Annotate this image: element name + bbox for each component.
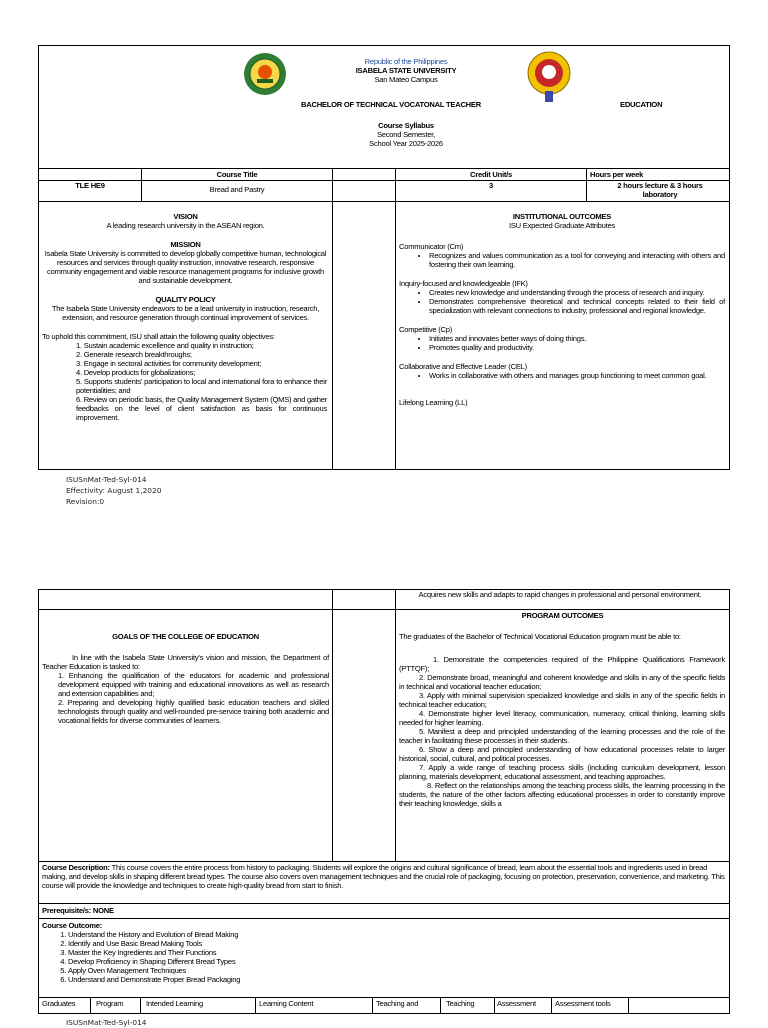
outcome-group-title: Lifelong Learning (LL) xyxy=(399,398,468,407)
col-program: Program xyxy=(96,999,124,1008)
prerequisites: Prerequisite/s: NONE xyxy=(42,906,114,915)
program-outcome-item: 3. Apply with minimal supervision specialized knowledge and skills in any of the specific fields in technical teacher education; xyxy=(399,691,725,709)
program-outcome-item: 5. Manifest a deep and principled understanding of the learning processes and the role of the teacher in facilitating these processes in their students. xyxy=(399,727,725,745)
outcome-bullet: • Promotes quality and productivity. xyxy=(429,343,725,352)
course-description-text: This course covers the entire process from history to packaging. Students will explore the origins and cultural significance of bread, learn about the essential tools and ingredients used in bread making, and develop skills in shaping different bread types. The course also covers oven management techniques and the crucial role of packaging, focusing on protection, preservation, convenience, and marketing. This course will provide the knowledge and techniques to create high-quality bread from start to finish. xyxy=(42,863,725,890)
goal-item: 2. Preparing and developing highly qualified basic education teachers and skilled technologists through quality and well-rounded pre-service training both academic and vocational fields for diverse communities of learners. xyxy=(58,698,329,725)
col-learning-content: Learning Content xyxy=(259,999,314,1008)
school-year: School Year 2025-2026 xyxy=(369,139,443,148)
objective-item: 2. Generate research breakthroughs; xyxy=(76,350,192,359)
course-description-label: Course Description: xyxy=(42,863,110,872)
credit-header: Credit Unit/s xyxy=(470,170,512,179)
program-outcome-item: 4. Demonstrate higher level literacy, communication, numeracy, critical thinking, learning skills needed for higher learning. xyxy=(399,709,725,727)
outcome-bullet: • Initiates and innovates better ways of doing things. xyxy=(429,334,725,343)
semester: Second Semester, xyxy=(376,130,436,139)
objective-item: 4. Develop products for globalizations; xyxy=(76,368,195,377)
course-title-header: Course Title xyxy=(216,170,258,179)
campus-name: San Mateo Campus xyxy=(374,75,438,84)
course-outcome-heading: Course Outcome: xyxy=(42,921,102,930)
quality-policy-text: The Isabela State University endeavors to be a lead university in instruction, research, extension, and resource generation through continual improvement of services. xyxy=(51,304,320,322)
program-outcomes-heading: PROGRAM OUTCOMES xyxy=(521,611,604,620)
credit-value: 3 xyxy=(489,181,493,190)
course-outcome-item: 4. Develop Proficiency in Shaping Different Bread Types xyxy=(68,957,726,966)
mission-heading: MISSION xyxy=(170,240,201,249)
doc-code-page2: ISUSnMat-Ted-Syl-014 xyxy=(66,1018,147,1027)
col-graduates: Graduates xyxy=(42,999,76,1008)
program-outcome-item: 6. Show a deep and principled understanding of how educational processes relate to larger historical, social, cultural, and political processes. xyxy=(399,745,725,763)
lifelong-learning-text: Acquires new skills and adapts to rapid changes in professional and personal environment. xyxy=(418,590,702,599)
university-name: ISABELA STATE UNIVERSITY xyxy=(355,66,457,75)
col-teaching: Teaching xyxy=(446,999,475,1008)
vision-heading: VISION xyxy=(173,212,198,221)
isu-seal-icon xyxy=(243,52,287,96)
outcome-bullet: • Creates new knowledge and understanding through the process of research and inquiry. xyxy=(429,288,725,297)
program-name: BACHELOR OF TECHNICAL VOCATONAL TEACHER xyxy=(301,100,481,109)
quality-policy-heading: QUALITY POLICY xyxy=(155,295,216,304)
po-intro: The graduates of the Bachelor of Technical Vocational Education program must be able to: xyxy=(399,632,681,641)
outcome-group-title: Competitive (Cp) xyxy=(399,325,452,334)
hours-header: Hours per week xyxy=(590,170,644,179)
col-teaching-and: Teaching and xyxy=(376,999,419,1008)
course-outcome-item: 5. Apply Oven Management Techniques xyxy=(68,966,726,975)
course-outcome-item: 1. Understand the History and Evolution of Bread Making xyxy=(68,930,726,939)
outcome-group-title: Inquiry-focused and knowledgeable (IFK) xyxy=(399,279,528,288)
objective-item: 3. Engage in sectoral activities for community development; xyxy=(76,359,262,368)
objective-item: 5. Supports students' participation to local and international fora to enhance their potentialities; and xyxy=(76,377,327,395)
outcome-group-title: Collaborative and Effective Leader (CEL) xyxy=(399,362,527,371)
institutional-outcomes-subtitle: ISU Expected Graduate Attributes xyxy=(509,221,615,230)
outcome-bullet: • Recognizes and values communication as a tool for conveying and interacting with others and fostering their own learning. xyxy=(429,251,725,269)
outcome-bullet: • Demonstrates comprehensive theoretical and technical concepts related to their field of specialization with relevant connections to industry, professional and regional knowledge. xyxy=(429,297,725,315)
course-title: Bread and Pastry xyxy=(209,185,265,194)
hours-value: 2 hours lecture & 3 hours laboratory xyxy=(617,181,703,199)
objective-item: 6. Review on periodic basis, the Quality Management System (QMS) and gather feedbacks on the level of client satisfaction as basis for continuous improvement. xyxy=(76,395,327,422)
col-assessment: Assessment xyxy=(497,999,536,1008)
campus-seal-icon xyxy=(526,51,572,103)
col-intended-learning: Intended Learning xyxy=(146,999,203,1008)
outcome-group-title: Communicator (Cm) xyxy=(399,242,464,251)
syllabus-title: Course Syllabus xyxy=(378,121,434,130)
course-code: TLE HE9 xyxy=(75,181,105,190)
course-outcome-item: 3. Master the Key Ingredients and Their Functions xyxy=(68,948,726,957)
effectivity: Effectivity: August 1,2020 xyxy=(66,486,162,495)
program-name-right: EDUCATION xyxy=(620,100,663,109)
program-outcome-item: 1. Demonstrate the competencies required of the Philippine Qualifications Framework (PTTQF); xyxy=(399,655,725,673)
republic-line: Republic of the Philippines xyxy=(364,57,448,66)
goals-intro: In line with the Isabela State University's vision and mission, the Department of Teacher Education is tasked to: xyxy=(42,653,329,671)
uphold-text: To uphold this commitment, ISU shall attain the following quality objectives: xyxy=(42,332,275,341)
vision-text: A leading research university in the ASEAN region. xyxy=(106,221,265,230)
outcome-bullet: • Works in collaborative with others and manages group functioning to meet common goal. xyxy=(429,371,725,380)
program-outcome-item: 8. Reflect on the relationships among the teaching process skills, the learning processing in the students, the nature of the other factors affecting educational processes in order to constantly improve their teaching knowledge, skills a xyxy=(399,781,725,808)
revision: Revision:0 xyxy=(66,497,105,506)
institutional-outcomes-heading: INSTITUTIONAL OUTCOMES xyxy=(512,212,612,221)
mission-text: Isabela State University is committed to develop globally competitive human, technological resources and services through quality instruction, innovative research, responsive community engagement and viable resource management programs for inclusive growth and sustainable development. xyxy=(44,249,327,285)
objective-item: 1. Sustain academic excellence and quality in instruction; xyxy=(76,341,254,350)
course-outcome-item: 6. Understand and Demonstrate Proper Bread Packaging xyxy=(68,975,726,984)
goal-item: 1. Enhancing the qualification of the educators for academic and professional development equipped with training and educational innovations as well as research and extension capabilities and; xyxy=(58,671,329,698)
course-outcome-item: 2. Identify and Use Basic Bread Making Tools xyxy=(68,939,726,948)
col-assessment-tools: Assessment tools xyxy=(555,999,611,1008)
goals-heading: GOALS OF THE COLLEGE OF EDUCATION xyxy=(112,632,259,641)
program-outcome-item: 7. Apply a wide range of teaching process skills (including curriculum development, lesson planning, materials development, educational assessment, and teaching approaches. xyxy=(399,763,725,781)
program-outcome-item: 2. Demonstrate broad, meaningful and coherent knowledge and skills in any of the specific fields in technical and vocational teacher education; xyxy=(399,673,725,691)
doc-code: ISUSnMat-Ted-Syl-014 xyxy=(66,475,147,484)
